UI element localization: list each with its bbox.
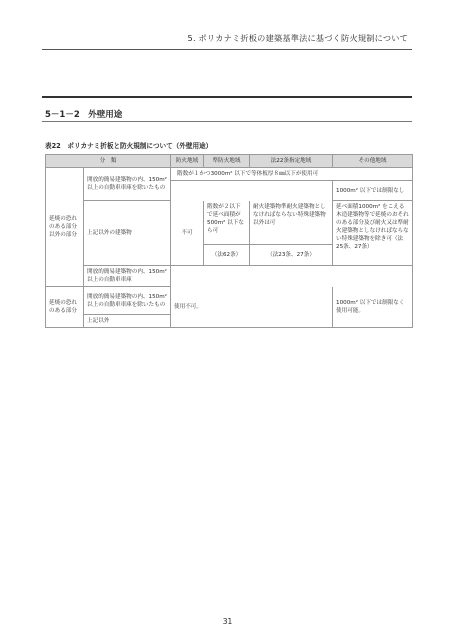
page-number: 31 xyxy=(222,617,233,626)
table-row xyxy=(46,266,413,287)
table-row xyxy=(46,168,413,181)
group-label-non-fire-spread: 延焼の恐れのある部分以外の部分 xyxy=(46,168,84,287)
header-other-zone: その他地域 xyxy=(333,155,413,168)
header-law22-zone: 法22条指定地域 xyxy=(250,155,333,168)
row-law22-reference: （法23条、27条） xyxy=(250,245,333,266)
header-fire-zone: 防火地域 xyxy=(171,155,204,168)
table-row xyxy=(46,287,413,315)
row-category: 上記以外の建築物 xyxy=(84,201,171,266)
header-semi-fire-zone: 準防火地域 xyxy=(204,155,250,168)
row-semi-fire-reference: （法62条） xyxy=(204,245,250,266)
section-rule-bottom xyxy=(42,121,412,122)
row-span-cell: 使用不可。 xyxy=(171,287,333,328)
fire-regulation-table xyxy=(45,154,413,328)
row-category: 開放的簡易建築物の内、150m² 以上の自動車車庫を除いたもの xyxy=(84,287,171,315)
row-category: 開放的簡易建築物の内、150m² 以上の自動車車庫 xyxy=(84,266,171,287)
section-title: 5－1－2 外壁用途 xyxy=(45,110,123,120)
row-span-cell: 階数が１かつ3000m² 以下で等体板厚８㎜以下が使用可 xyxy=(171,168,413,181)
empty-cell xyxy=(171,181,333,201)
table-caption: 表22 ポリカナミ折板と防火規制について（外壁用途） xyxy=(45,142,213,150)
running-header: 5. ポリカナミ折板の建築基準法に基づく防火規制について xyxy=(187,33,408,43)
row-law22-cell: 耐火建築物準耐火建築物としなければならない特殊建築物以外は可 xyxy=(250,201,333,245)
row-semi-fire-cell: 階数が２以下で延べ面積が 500m² 以下なら可 xyxy=(204,201,250,245)
header-rule xyxy=(42,49,412,50)
table-row xyxy=(46,201,413,245)
row-other-cell: 延べ面積1000m² をこえる木造建築物等で延焼のおそれのある部分及び耐火又は準耐火建築物としなければならない特殊建築物を除き可（法25条、27条） xyxy=(333,201,413,266)
empty-cell xyxy=(171,266,413,287)
header-category: 分 類 xyxy=(46,155,171,168)
group-label-fire-spread: 延焼の恐れのある部分 xyxy=(46,287,84,328)
row-fire-cell: 不可 xyxy=(171,201,204,266)
row-other-cell: 1000m² 以下では制限なく使用可能。 xyxy=(333,287,413,328)
row-category: 開放的簡易建築物の内、150m² 以上の自動車車庫を除いたもの xyxy=(84,168,171,201)
row-other-cell: 1000m² 以下では制限なし xyxy=(333,181,413,201)
section-rule-top xyxy=(42,96,412,98)
row-category: 上記以外 xyxy=(84,315,171,328)
table-header-row xyxy=(46,155,413,168)
